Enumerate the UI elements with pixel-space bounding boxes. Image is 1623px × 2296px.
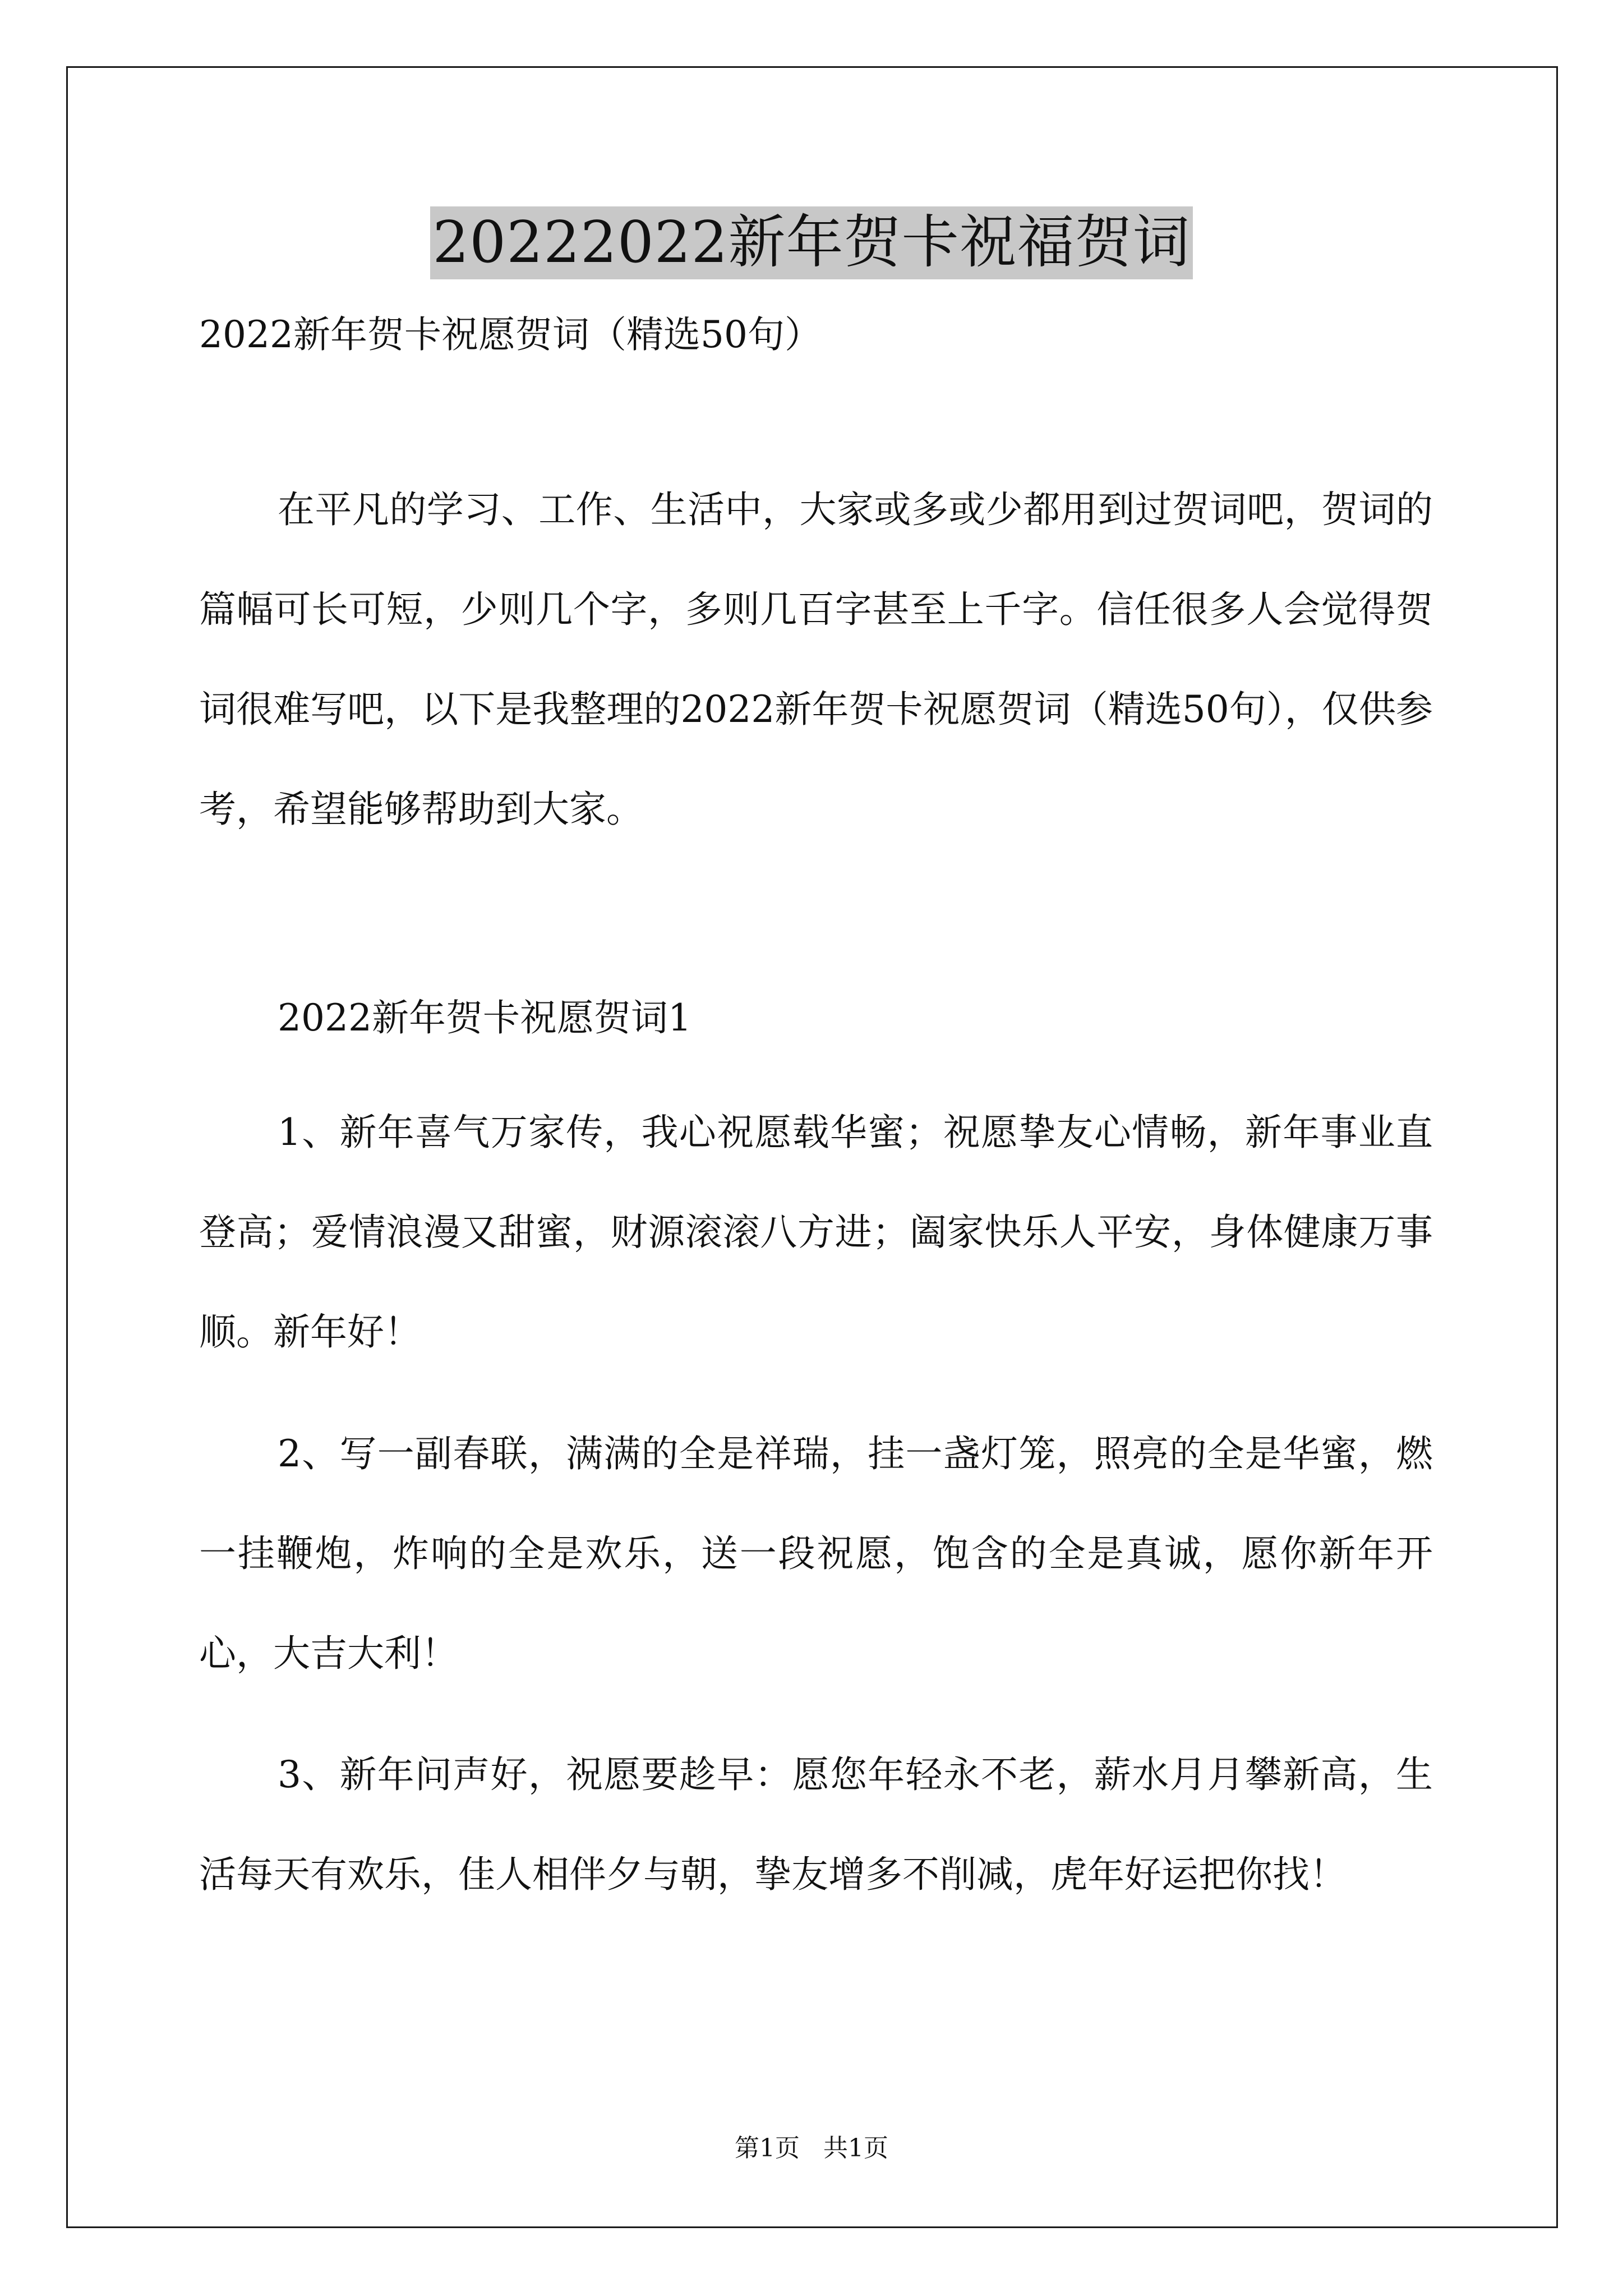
- page-footer: 第1页 共1页: [735, 2134, 888, 2162]
- blessing-item: 1、新年喜气万家传，我心祝愿载华蜜；祝愿挚友心情畅，新年事业直登高；爱情浪漫又甜蜜，财源滚滚八方进；阖家快乐人平安，身体健康万事顺。新年好！: [199, 1111, 1433, 1354]
- intro-paragraph: 在平凡的学习、工作、生活中，大家或多或少都用到过贺词吧，贺词的篇幅可长可短，少则几个字，多则几百字甚至上千字。信任很多人会觉得贺词很难写吧，以下是我整理的2022新年贺卡祝愿贺词（精选50句），仅供参考，希望能够帮助到大家。: [199, 488, 1433, 831]
- document-subtitle: 2022新年贺卡祝愿贺词（精选50句）: [199, 313, 822, 356]
- blessing-item: 3、新年问声好，祝愿要趁早：愿您年轻永不老，薪水月月攀新高，生活每天有欢乐，佳人相伴夕与朝，挚友增多不削减，虎年好运把你找！: [199, 1753, 1433, 1896]
- section-heading: 2022新年贺卡祝愿贺词1: [278, 996, 691, 1039]
- blessing-item: 2、写一副春联，满满的全是祥瑞，挂一盏灯笼，照亮的全是华蜜，燃一挂鞭炮，炸响的全是欢乐，送一段祝愿，饱含的全是真诚，愿你新年开心，大吉大利！: [199, 1432, 1433, 1675]
- document-title: 20222022新年贺卡祝福贺词: [430, 206, 1192, 279]
- title-container: [0, 206, 1623, 279]
